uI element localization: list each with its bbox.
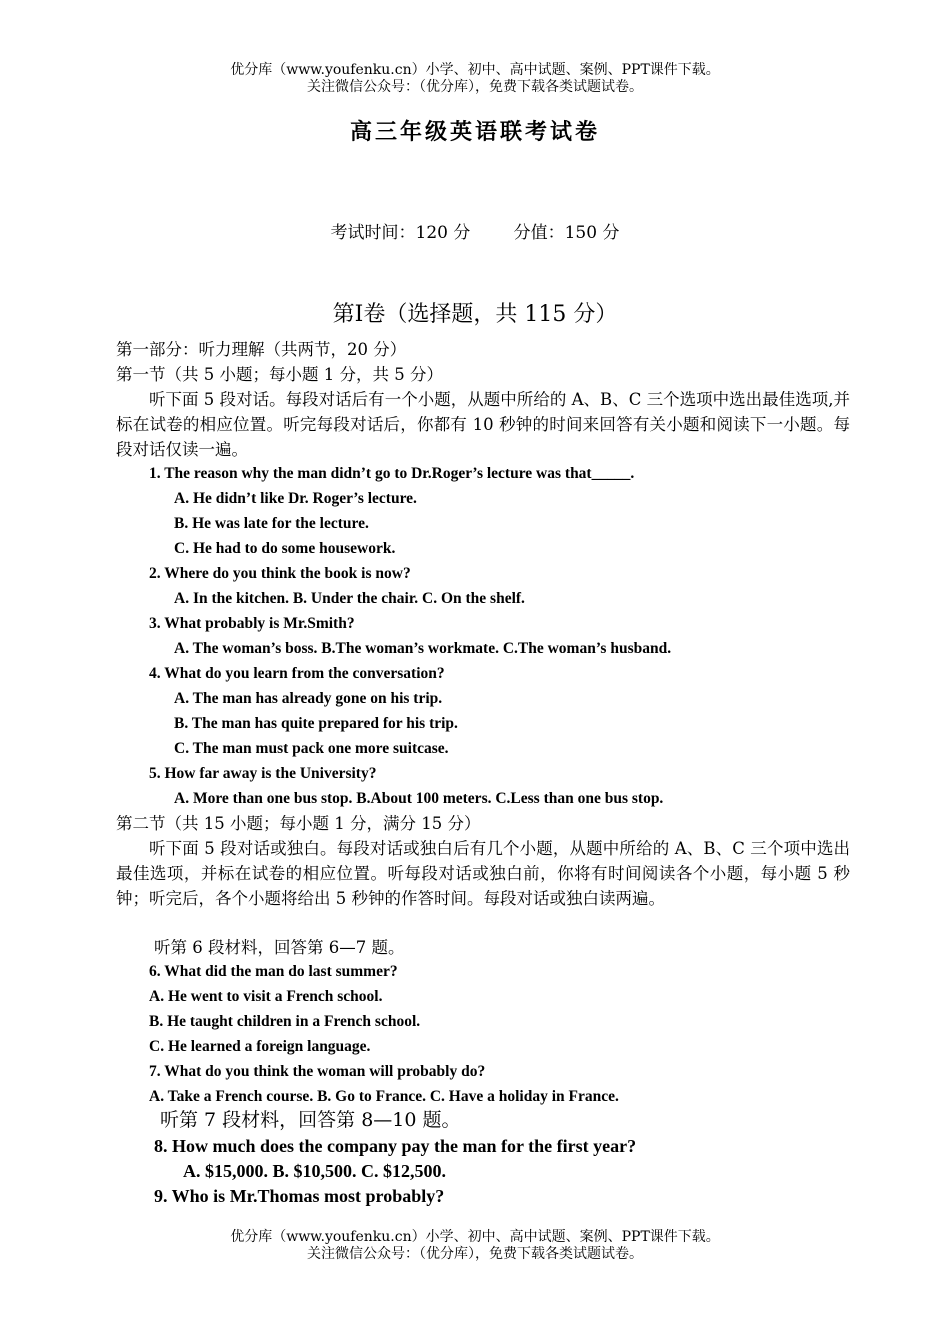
question-1-option-c: C. He had to do some housework.	[174, 540, 396, 557]
question-4-option-b: B. The man has quite prepared for his trip.	[174, 715, 458, 732]
question-1-option-b: B. He was late for the lecture.	[174, 515, 369, 532]
section2-heading: 第二节（共 15 小题；每小题 1 分，满分 15 分）	[116, 814, 481, 833]
question-4-option-a: A. The man has already gone on his trip.	[174, 690, 443, 707]
section2-instructions: 听下面 5 段对话或独白。每段对话或独白后有几个小题，从题中所给的 A、B、C 三个项中选出最佳选项，并标在试卷的相应位置。听每段对话或独白前，你将有时间阅读各个小题，每小题 5 秒钟；听完后，各个小题将给出 5 秒钟的作答时间。每段对话或独白读两遍。	[116, 839, 850, 908]
question-5: 5. How far away is the University?	[149, 765, 377, 782]
volume-title: 第Ⅰ卷（选择题，共 115 分）	[332, 302, 618, 327]
question-3: 3. What probably is Mr.Smith?	[149, 615, 355, 632]
passage7-intro: 听第 7 段材料，回答第 8—10 题。	[160, 1109, 461, 1131]
part1-heading: 第一部分：听力理解（共两节，20 分）	[116, 340, 407, 359]
exam-info: 考试时间：120 分 分值：150 分	[330, 223, 620, 243]
page-header	[0, 62, 950, 96]
question-2: 2. Where do you think the book is now?	[149, 565, 411, 582]
section1-heading: 第一节（共 5 小题；每小题 1 分，共 5 分）	[116, 365, 443, 384]
question-8: 8. How much does the company pay the man for the first year?	[154, 1136, 637, 1156]
exam-title: 高三年级英语联考试卷	[349, 119, 600, 145]
question-6-option-c: C. He learned a foreign language.	[149, 1038, 371, 1055]
footer-line-2: 关注微信公众号：（优分库），免费下载各类试题试卷。	[307, 1246, 643, 1262]
question-7-options: A. Take a French course. B. Go to France. C. Have a holiday in France.	[149, 1088, 619, 1105]
question-6-option-a: A. He went to visit a French school.	[149, 988, 383, 1005]
question-6: 6. What did the man do last summer?	[149, 963, 398, 980]
question-7: 7. What do you think the woman will probably do?	[149, 1063, 486, 1080]
footer-line-1: 优分库（www.youfenku.cn）小学、初中、高中试题、案例、PPT课件下载。	[230, 1229, 720, 1245]
question-4-option-c: C. The man must pack one more suitcase.	[174, 740, 449, 757]
question-2-options: A. In the kitchen. B. Under the chair. C. On the shelf.	[174, 590, 525, 607]
page-footer	[0, 1229, 950, 1263]
question-5-options: A. More than one bus stop. B.About 100 meters. C.Less than one bus stop.	[174, 790, 664, 807]
question-1: 1. The reason why the man didn’t go to Dr.Roger’s lecture was that_____.	[149, 465, 635, 482]
section1-instructions: 听下面 5 段对话。每段对话后有一个小题，从题中所给的 A、B、C 三个选项中选出最佳选项,并标在试卷的相应位置。听完每段对话后，你都有 10 秒钟的时间来回答有关小题和阅读下一小题。每段对话仅读一遍。	[116, 390, 850, 459]
question-4: 4. What do you learn from the conversation?	[149, 665, 445, 682]
question-9: 9. Who is Mr.Thomas most probably?	[154, 1186, 445, 1206]
question-1-option-a: A. He didn’t like Dr. Roger’s lecture.	[174, 490, 417, 507]
passage6-intro: 听第 6 段材料，回答第 6—7 题。	[154, 938, 405, 957]
question-8-options: A. $15,000. B. $10,500. C. $12,500.	[183, 1161, 447, 1181]
question-6-option-b: B. He taught children in a French school.	[149, 1013, 421, 1030]
question-3-options: A. The woman’s boss. B.The woman’s workmate. C.The woman’s husband.	[174, 640, 672, 657]
header-line-2: 关注微信公众号：（优分库），免费下载各类试题试卷。	[307, 79, 643, 95]
header-line-1: 优分库（www.youfenku.cn）小学、初中、高中试题、案例、PPT课件下载。	[230, 62, 720, 78]
